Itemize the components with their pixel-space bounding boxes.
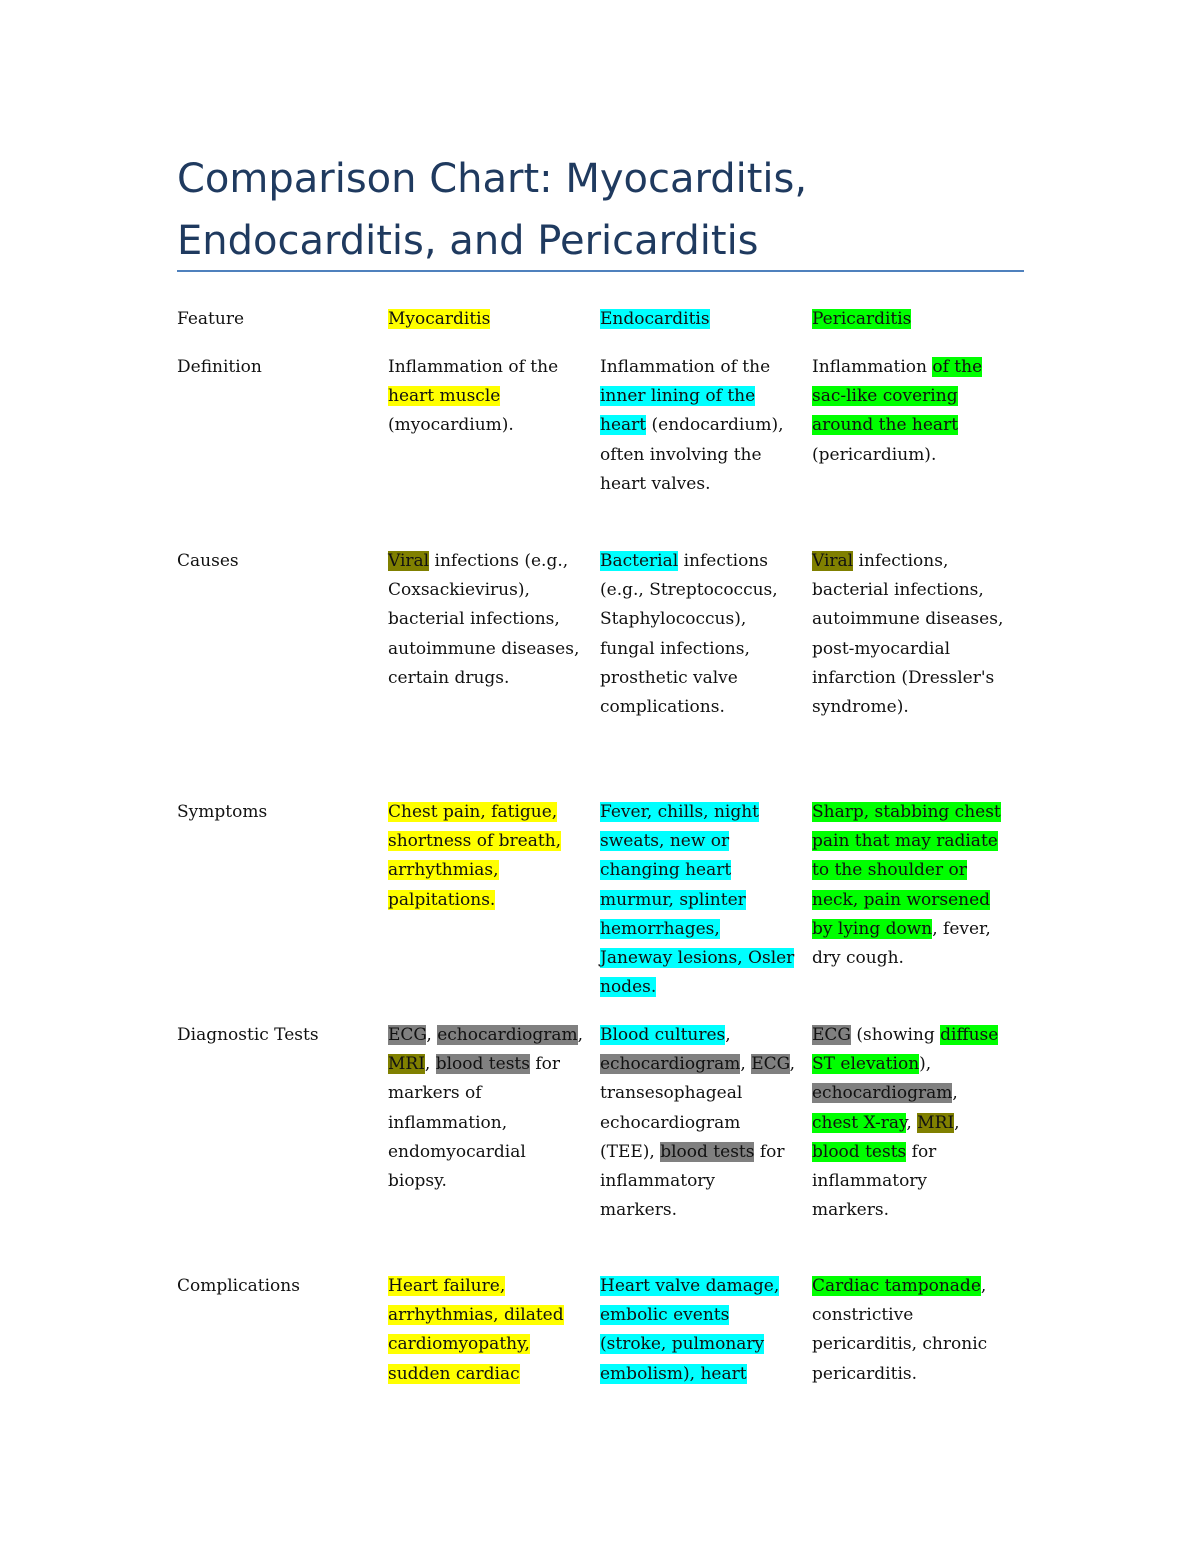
highlight-run: of the sac-like covering around the heart (812, 357, 983, 436)
highlight-run: blood tests (660, 1141, 755, 1162)
row-label-definition (177, 353, 372, 382)
text-run: , (577, 1025, 583, 1045)
complications-endocarditis (600, 1272, 795, 1389)
diagnostic-endocarditis (600, 1021, 795, 1225)
row-label-text: Diagnostic Tests (177, 1025, 319, 1045)
diagnostic-myocarditis (388, 1021, 583, 1196)
row-label-symptoms (177, 798, 372, 827)
text-run: (endocardium), often involving the heart valves. (600, 415, 784, 494)
text-run: , (424, 1054, 436, 1075)
highlight-run: Fever, chills, night sweats, new or changing heart murmur, splinter hemorrhages, Janeway lesions, Osler nodes. (600, 802, 795, 998)
highlight-run: Bacterial (600, 551, 679, 571)
text-run: Inflammation of the (388, 357, 559, 377)
highlight-run: Viral (388, 551, 430, 571)
causes-myocarditis (388, 547, 583, 693)
header-endocarditis (600, 305, 795, 334)
text-run: for inflammatory markers. (600, 1141, 785, 1221)
text-run: , fever, dry cough. (812, 918, 991, 969)
header-pericarditis-text: Pericarditis (812, 309, 912, 329)
highlight-run: ECG (388, 1025, 427, 1045)
complications-myocarditis (388, 1272, 583, 1389)
header-pericarditis (812, 305, 1007, 334)
text-run: , (952, 1083, 958, 1104)
text-run: infections (e.g., Coxsackievirus), bacterial infections, autoimmune diseases, certain drugs. (388, 551, 580, 688)
highlight-run: heart muscle (388, 386, 501, 407)
text-run: (showing (851, 1025, 941, 1045)
highlight-run: Sharp, stabbing chest pain that may radiate to the shoulder or neck, pain worsened by lying down (812, 802, 1001, 939)
highlight-run: Cardiac tamponade (812, 1276, 981, 1296)
header-myocarditis-text: Myocarditis (388, 309, 491, 329)
highlight-run: echocardiogram (437, 1025, 578, 1045)
highlight-run: Heart valve damage, embolic events (stroke, pulmonary embolism), heart (600, 1276, 780, 1384)
highlight-run: chest X-ray (812, 1112, 907, 1133)
text-run: infections (e.g., Streptococcus, Staphylococcus), fungal infections, prosthetic valve complications. (600, 551, 778, 718)
text-run: , constrictive pericarditis, chronic pericarditis. (812, 1276, 988, 1384)
row-label-diagnostic-tests (177, 1021, 372, 1050)
causes-pericarditis (812, 547, 1007, 722)
definition-pericarditis (812, 353, 1007, 470)
symptoms-pericarditis (812, 798, 1007, 973)
header-feature-text: Feature (177, 309, 245, 329)
text-run: , (740, 1054, 752, 1075)
text-run: (myocardium). (388, 415, 514, 436)
row-label-causes (177, 547, 372, 576)
text-run: , (954, 1112, 960, 1133)
text-run: (pericardium). (812, 444, 937, 465)
complications-pericarditis (812, 1272, 1007, 1389)
row-label-text: Definition (177, 357, 262, 377)
definition-myocarditis (388, 353, 583, 441)
text-run: , transesophageal echocardiogram (TEE), (600, 1054, 795, 1162)
row-label-text: Complications (177, 1276, 300, 1296)
symptoms-endocarditis (600, 798, 795, 1002)
highlight-run: ECG (812, 1025, 851, 1045)
header-myocarditis (388, 305, 583, 334)
title-underline (177, 270, 1024, 272)
header-feature (177, 305, 372, 334)
header-endocarditis-text: Endocarditis (600, 309, 710, 329)
text-run: Inflammation of the (600, 357, 771, 377)
text-run: for inflammatory markers. (812, 1141, 937, 1221)
highlight-run: inner lining of the heart (600, 386, 756, 436)
text-run: , (725, 1025, 731, 1045)
highlight-run: ECG (751, 1054, 790, 1075)
text-run: ), (919, 1054, 932, 1075)
highlight-run: Chest pain, fatigue, shortness of breath, arrhythmias, palpitations. (388, 802, 562, 910)
row-label-text: Symptoms (177, 802, 268, 822)
symptoms-myocarditis (388, 798, 583, 915)
highlight-run: Blood cultures (600, 1025, 726, 1045)
highlight-run: Heart failure, arrhythmias, dilated cardiomyopathy, sudden cardiac (388, 1276, 564, 1384)
definition-endocarditis (600, 353, 795, 499)
page-title-line-2: Endocarditis, and Pericarditis (177, 218, 759, 264)
text-run: Inflammation (812, 357, 933, 377)
highlight-run: MRI (917, 1112, 955, 1133)
text-run: infections, bacterial infections, autoimmune diseases, post-myocardial infarction (Dressler's syndrome). (812, 551, 1004, 718)
page-title-line-1: Comparison Chart: Myocarditis, (177, 156, 808, 202)
text-run: , (906, 1112, 918, 1133)
text-run: for markers of inflammation, endomyocardial biopsy. (388, 1054, 561, 1192)
highlight-run: diffuse ST elevation (812, 1025, 999, 1075)
highlight-run: Viral (812, 551, 854, 571)
text-run: , (426, 1025, 438, 1045)
highlight-run: echocardiogram (600, 1054, 741, 1075)
causes-endocarditis (600, 547, 795, 722)
row-label-complications (177, 1272, 372, 1301)
highlight-run: blood tests (812, 1141, 907, 1162)
highlight-run: MRI (388, 1054, 425, 1075)
highlight-run: echocardiogram (812, 1083, 953, 1104)
page-title (177, 148, 1027, 272)
diagnostic-pericarditis (812, 1021, 1007, 1225)
highlight-run: blood tests (435, 1054, 530, 1075)
row-label-text: Causes (177, 551, 239, 571)
